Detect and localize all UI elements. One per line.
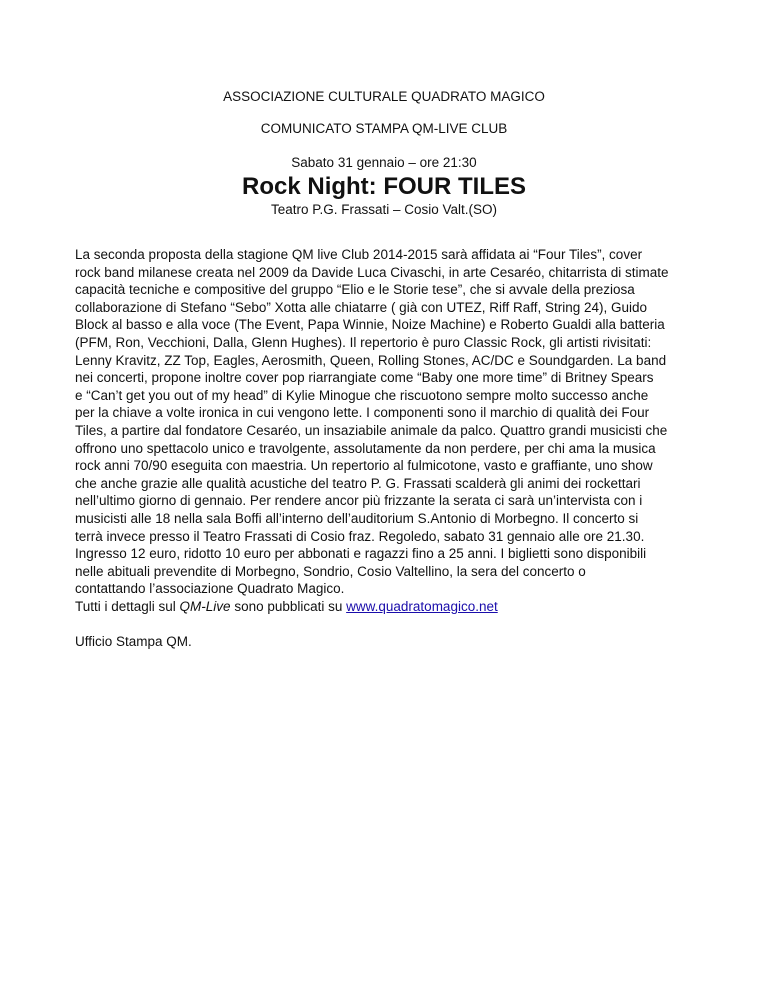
event-date-time: Sabato 31 gennaio – ore 21:30	[291, 155, 477, 170]
body-line: nei concerti, propone inoltre cover pop riarrangiate come “Baby one more time” di Britney Spears	[75, 370, 654, 386]
body-line: capacità tecniche e compositive del gruppo “Elio e le Storie tese”, che si avvale della preziosa	[75, 282, 635, 298]
signature: Ufficio Stampa QM.	[75, 634, 192, 650]
body-line: Lenny Kravitz, ZZ Top, Eagles, Aerosmith, Queen, Rolling Stones, AC/DC e Soundgarden. La band	[75, 352, 667, 368]
body-line: Block al basso e alla voce (The Event, Papa Winnie, Noize Machine) e Roberto Gualdi alla batteria	[75, 317, 665, 333]
body-line: e “Can’t get you out of my head” di Kylie Minogue che riscuotono sempre molto successo anche	[75, 387, 649, 403]
organization-name: ASSOCIAZIONE CULTURALE QUADRATO MAGICO	[223, 89, 545, 104]
body-line: contattando l’associazione Quadrato Magico.	[75, 581, 345, 597]
body-line: musicisti alle 18 nella sala Boffi all’interno dell’auditorium S.Antonio di Morbegno. Il concerto si	[75, 510, 639, 526]
details-prefix: Tutti i dettagli sul	[75, 598, 180, 614]
press-release-label: COMUNICATO STAMPA QM-LIVE CLUB	[260, 121, 508, 136]
body-line: che anche grazie alle qualità acustiche del teatro P. G. Frassati scalderà gli animi dei rockettari	[75, 475, 641, 491]
body-line: terrà invece presso il Teatro Frassati di Cosio fraz. Regoledo, sabato 31 gennaio alle ore 21.30.	[75, 528, 645, 544]
details-line	[75, 598, 715, 616]
body-line: collaborazione di Stefano “Sebo” Xotta alle chiatarre ( già con UTEZ, Riff Raff, String 24), Guido	[75, 299, 648, 315]
website-link[interactable]: www.quadratomagico.net	[346, 598, 498, 614]
event-title: Rock Night: FOUR TILES	[242, 173, 526, 200]
body-line: rock anni 70/90 eseguita con maestria. Un repertorio al fulmicotone, vasto e graffiante, uno show	[75, 458, 653, 474]
body-line: La seconda proposta della stagione QM live Club 2014-2015 sarà affidata ai “Four Tiles”, cover	[75, 247, 643, 262]
blank-line	[75, 615, 715, 633]
body-line: nelle abituali prevendite di Morbegno, Sondrio, Cosio Valtellino, la sera del concerto o	[75, 563, 586, 579]
body-line: rock band milanese creata nel 2009 da Davide Luca Civaschi, in arte Cesaréo, chitarrista di stimate	[75, 264, 669, 280]
body-line: Ingresso 12 euro, ridotto 10 euro per abbonati e ragazzi fino a 25 anni. I biglietti sono disponibili	[75, 546, 647, 562]
body-line: offrono uno spettacolo unico e travolgente, assolutamente da non perdere, per chi ama la musica	[75, 440, 656, 456]
event-venue: Teatro P.G. Frassati – Cosio Valt.(SO)	[270, 202, 498, 217]
body-line: (PFM, Ron, Vecchioni, Dalla, Glenn Hughes). Il repertorio è puro Classic Rock, gli artisti rivisitati:	[75, 334, 652, 350]
details-middle: sono pubblicati su	[230, 598, 347, 614]
details-italic: QM-Live	[179, 598, 231, 614]
body-line: nell’ultimo giorno di gennaio. Per rendere ancor più frizzante la serata ci sarà un’intervista con i	[75, 493, 643, 509]
press-release-body	[75, 246, 715, 651]
body-line: per la chiave a volte ironica in cui vengono lette. I componenti sono il marchio di qualità dei Four	[75, 405, 650, 421]
body-line: Tiles, a partire dal fondatore Cesaréo, un insaziabile animale da palco. Quattro grandi musicisti che	[75, 422, 668, 438]
